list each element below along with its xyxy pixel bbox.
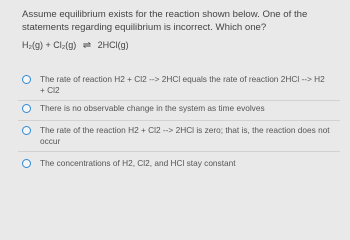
answer-option-1-line1: The rate of reaction H2 + Cl2 --> 2HCl equals the rate of reaction 2HCl --> H2 [40, 74, 325, 84]
option-divider [18, 120, 340, 121]
radio-button-icon[interactable] [22, 126, 31, 135]
answer-option-4-line1: The concentrations of H2, Cl2, and HCl stay constant [40, 158, 236, 168]
option-divider [18, 151, 340, 152]
answer-option-3-text [40, 125, 340, 147]
answer-option-1-line2: + Cl2 [40, 85, 60, 95]
radio-button-icon[interactable] [22, 75, 31, 84]
option-divider [18, 100, 340, 101]
answer-option-3-line2: occur [40, 136, 61, 146]
equilibrium-arrow-icon: ⇌ [82, 40, 92, 51]
answer-option-1-text [40, 74, 340, 96]
answer-option-3-line1: The rate of the reaction H2 + Cl2 --> 2HCl is zero; that is, the reaction does not [40, 125, 330, 135]
question-prompt: Assume equilibrium exists for the reaction shown below. One of the statements regarding equilibrium is incorrect. Which one? [22, 9, 308, 33]
radio-button-icon[interactable] [22, 104, 31, 113]
answer-option-4-text [40, 158, 340, 169]
answer-option-2-line1: There is no observable change in the system as time evolves [40, 103, 265, 113]
answer-option-2-text [40, 103, 340, 114]
radio-button-icon[interactable] [22, 159, 31, 168]
equation-products: 2HCl(g) [97, 40, 129, 50]
equation-reactants: H₂(g) + Cl₂(g) [22, 40, 77, 50]
